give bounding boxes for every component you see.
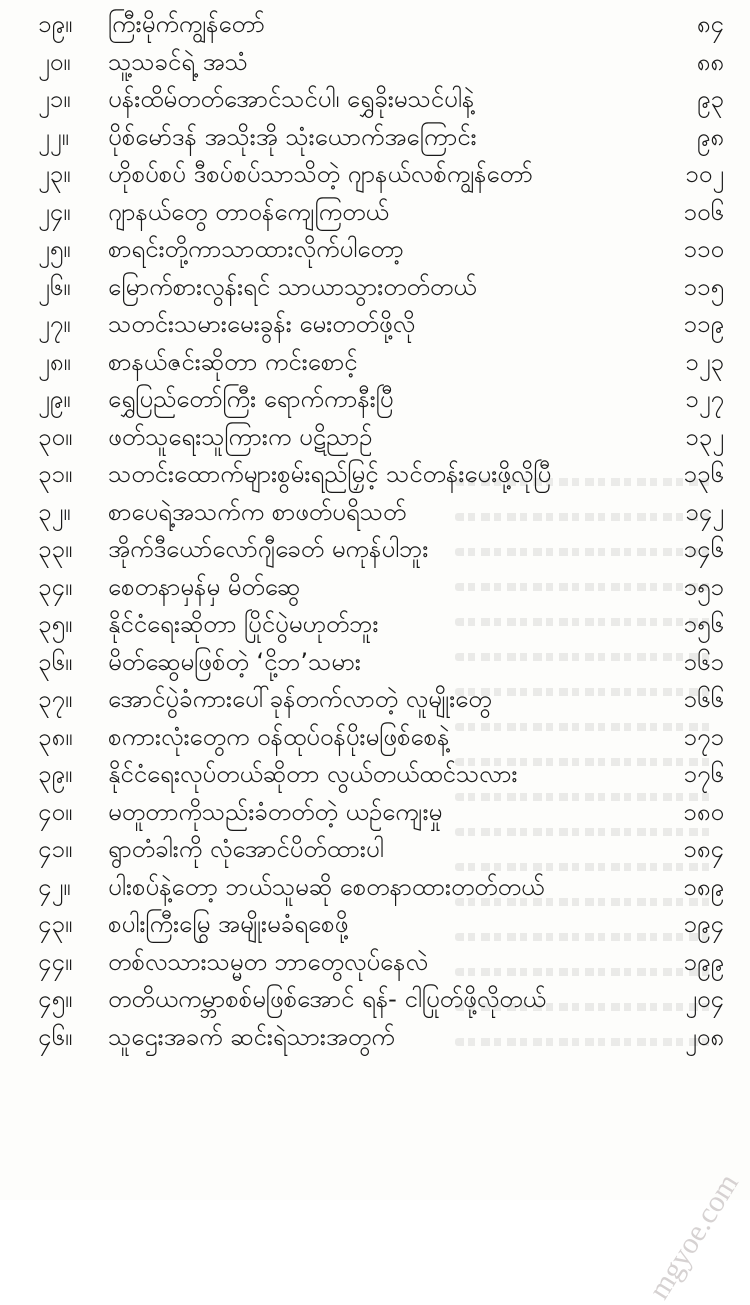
toc-entry: [0, 381, 750, 419]
page-number: ၁၂၇: [685, 385, 724, 414]
page-number: ၂၀၈: [685, 1022, 724, 1051]
chapter-title: မြောက်စားလွန်းရင် သာယာသွားတတ်တယ်: [108, 272, 477, 301]
chapter-title: သတင်းထောက်များစွမ်းရည်မြှင့် သင်တန်းပေးဖို့လိုပြီ: [108, 460, 552, 489]
chapter-title: ပိုစ်မော်ဒန် အသိုးအို သုံးယောက်အကြောင်း: [108, 122, 477, 151]
chapter-title: စကားလုံးတွေက ဝန်ထုပ်ဝန်ပိုးမဖြစ်စေနဲ့: [108, 722, 450, 751]
chapter-number: ၃၇။: [38, 685, 73, 714]
page-number: ၁၉၄: [683, 910, 724, 939]
chapter-number: ၂၀။: [38, 47, 71, 76]
chapter-title: အောင်ပွဲခံကားပေါ်ခုန်တက်လာတဲ့ လူမျိုးတွေ: [108, 685, 492, 714]
page-number: ၁၄၆: [683, 535, 724, 564]
toc-entry: [0, 1019, 750, 1057]
page-number: ၁၇၁: [683, 722, 724, 751]
chapter-number: ၄၄။: [38, 947, 73, 976]
page-number: ၁၅၆: [683, 610, 724, 639]
chapter-number: ၄၃။: [38, 910, 73, 939]
chapter-title: ပါးစပ်နဲ့တော့ ဘယ်သူမဆို စေတနာထားတတ်တယ်: [108, 872, 545, 901]
chapter-number: ၃၅။: [38, 610, 73, 639]
chapter-number: ၂၄။: [38, 197, 71, 226]
chapter-title: နိုင်ငံရေးလုပ်တယ်ဆိုတာ လွယ်တယ်ထင်သလား: [108, 760, 518, 789]
toc-entry: [0, 756, 750, 794]
chapter-number: ၄၅။: [38, 985, 73, 1014]
chapter-number: ၂၈။: [38, 347, 71, 376]
toc-entry: [0, 906, 750, 944]
page-number: ၁၀၂: [685, 160, 724, 189]
toc-entry: [0, 419, 750, 457]
chapter-number: ၃၄။: [38, 572, 73, 601]
toc-entry: [0, 194, 750, 232]
toc-entry: [0, 531, 750, 569]
chapter-title: စေတနာမှန်မှ မိတ်ဆွေ: [108, 572, 301, 601]
chapter-number: ၃၀။: [38, 422, 73, 451]
chapter-title: ဂျာနယ်တွေ တာဝန်ကျေကြတယ်: [108, 197, 389, 226]
chapter-number: ၃၃။: [38, 535, 73, 564]
toc-entry: [0, 44, 750, 82]
toc-entry: [0, 606, 750, 644]
toc-entry: [0, 981, 750, 1019]
chapter-number: ၄၀။: [38, 797, 73, 826]
toc-entry: [0, 269, 750, 307]
page-number: ၁၆၆: [683, 685, 724, 714]
chapter-title: သတင်းသမားမေးခွန်း မေးတတ်ဖို့လို: [108, 310, 416, 339]
toc-entry: [0, 831, 750, 869]
page-number: ၁၉၉: [683, 947, 724, 976]
chapter-title: တစ်လသားသမ္မတ ဘာတွေလုပ်နေလဲ: [108, 947, 428, 976]
page-number: ၁၃၂: [685, 422, 724, 451]
page-number: ၉၃: [697, 85, 724, 114]
chapter-number: ၁၉။: [38, 10, 73, 39]
toc-entry: [0, 719, 750, 757]
toc-entry: [0, 119, 750, 157]
page-number: ၁၇၆: [683, 760, 724, 789]
page-number: ၁၄၂: [685, 497, 724, 526]
page-number: ၁၃၆: [683, 460, 724, 489]
page-number: ၁၂၃: [685, 347, 724, 376]
chapter-title: ရွာတံခါးကို လုံအောင်ပိတ်ထားပါ: [108, 835, 384, 864]
chapter-title: ရွှေပြည်တော်ကြီး ရောက်ကာနီးပြီ: [108, 385, 394, 414]
page-number: ၂၀၄: [685, 985, 724, 1014]
chapter-number: ၂၂။: [38, 122, 69, 151]
watermark-text: mgyoe.com: [642, 1167, 746, 1305]
chapter-number: ၄၁။: [38, 835, 73, 864]
chapter-title: မတူတာကိုသည်းခံတတ်တဲ့ ယဉ်ကျေးမှု: [108, 797, 443, 826]
table-of-contents: [0, 6, 750, 1056]
toc-entry: [0, 306, 750, 344]
chapter-number: ၃၈။: [38, 722, 73, 751]
chapter-number: ၃၁။: [38, 460, 73, 489]
chapter-number: ၂၁။: [38, 85, 71, 114]
chapter-title: သူ့သခင်ရဲ့ အသံ: [108, 47, 248, 76]
chapter-number: ၂၅။: [38, 235, 71, 264]
chapter-title: မိတ်ဆွေမဖြစ်တဲ့ ‘ငို့ဘ’သမား: [108, 647, 361, 676]
page-number: ၁၅၁: [683, 572, 724, 601]
toc-entry: [0, 156, 750, 194]
page-number: ၁၀၆: [683, 197, 724, 226]
chapter-number: ၂၉။: [38, 385, 71, 414]
toc-entry: [0, 494, 750, 532]
toc-entry: [0, 644, 750, 682]
toc-entry: [0, 81, 750, 119]
chapter-number: ၂၇။: [38, 310, 71, 339]
page-number: ၈၈: [696, 47, 724, 76]
page-number: ၈၄: [696, 10, 724, 39]
toc-entry: [0, 6, 750, 44]
chapter-title: စာပေရဲ့အသက်က စာဖတ်ပရိသတ်: [108, 497, 407, 526]
chapter-number: ၄၂။: [38, 872, 71, 901]
chapter-number: ၄၆။: [38, 1022, 73, 1051]
chapter-title: အိုက်ဒီယော်လော်ဂျီခေတ် မကုန်ပါဘူး: [108, 535, 429, 564]
page-number: ၁၈၀: [683, 797, 724, 826]
chapter-number: ၃၆။: [38, 647, 73, 676]
page-number: ၁၈၄: [683, 835, 724, 864]
chapter-number: ၂၆။: [38, 272, 71, 301]
chapter-title: စာနယ်ဇင်းဆိုတာ ကင်းစောင့်: [108, 347, 358, 376]
chapter-title: စပါးကြီးမြွေ အမျိုးမခံရစေဖို့: [108, 910, 349, 939]
chapter-title: စာရင်းတို့ကာသာထားလိုက်ပါတော့: [108, 235, 404, 264]
page-number: ၁၁၅: [683, 272, 724, 301]
toc-entry: [0, 231, 750, 269]
chapter-title: ဖတ်သူရေးသူကြားက ပဋိညာဉ်: [108, 422, 373, 451]
toc-entry: [0, 869, 750, 907]
page-number: ၁၁၉: [683, 310, 724, 339]
toc-entry: [0, 569, 750, 607]
toc-entry: [0, 944, 750, 982]
toc-entry: [0, 794, 750, 832]
chapter-title: တတိယကမ္ဘာစစ်မဖြစ်အောင် ရန်- ငါပြုတ်ဖို့လိုတယ်: [108, 985, 546, 1014]
toc-entry: [0, 681, 750, 719]
chapter-number: ၃၉။: [38, 760, 73, 789]
chapter-number: ၃၂။: [38, 497, 71, 526]
toc-entry: [0, 344, 750, 382]
page-number: ၁၁၀: [683, 235, 724, 264]
page-number: ၁၆၁: [683, 647, 724, 676]
chapter-number: ၂၃။: [38, 160, 71, 189]
page-number: ၁၈၉: [683, 872, 724, 901]
chapter-title: ကြီးမိုက်ကျွန်တော်: [108, 10, 265, 39]
chapter-title: ပန်းထိမ်တတ်အောင်သင်ပါ၊ ရွှေခိုးမသင်ပါနဲ့: [108, 85, 475, 114]
page-number: ၉၈: [696, 122, 724, 151]
chapter-title: နိုင်ငံရေးဆိုတာ ပြိုင်ပွဲမဟုတ်ဘူး: [108, 610, 379, 639]
chapter-title: ဟိုစပ်စပ် ဒီစပ်စပ်သာသိတဲ့ ဂျာနယ်လစ်ကျွန်တော်: [108, 160, 533, 189]
toc-entry: [0, 456, 750, 494]
chapter-title: သူဌေးအခက် ဆင်းရဲသားအတွက်: [108, 1022, 395, 1051]
